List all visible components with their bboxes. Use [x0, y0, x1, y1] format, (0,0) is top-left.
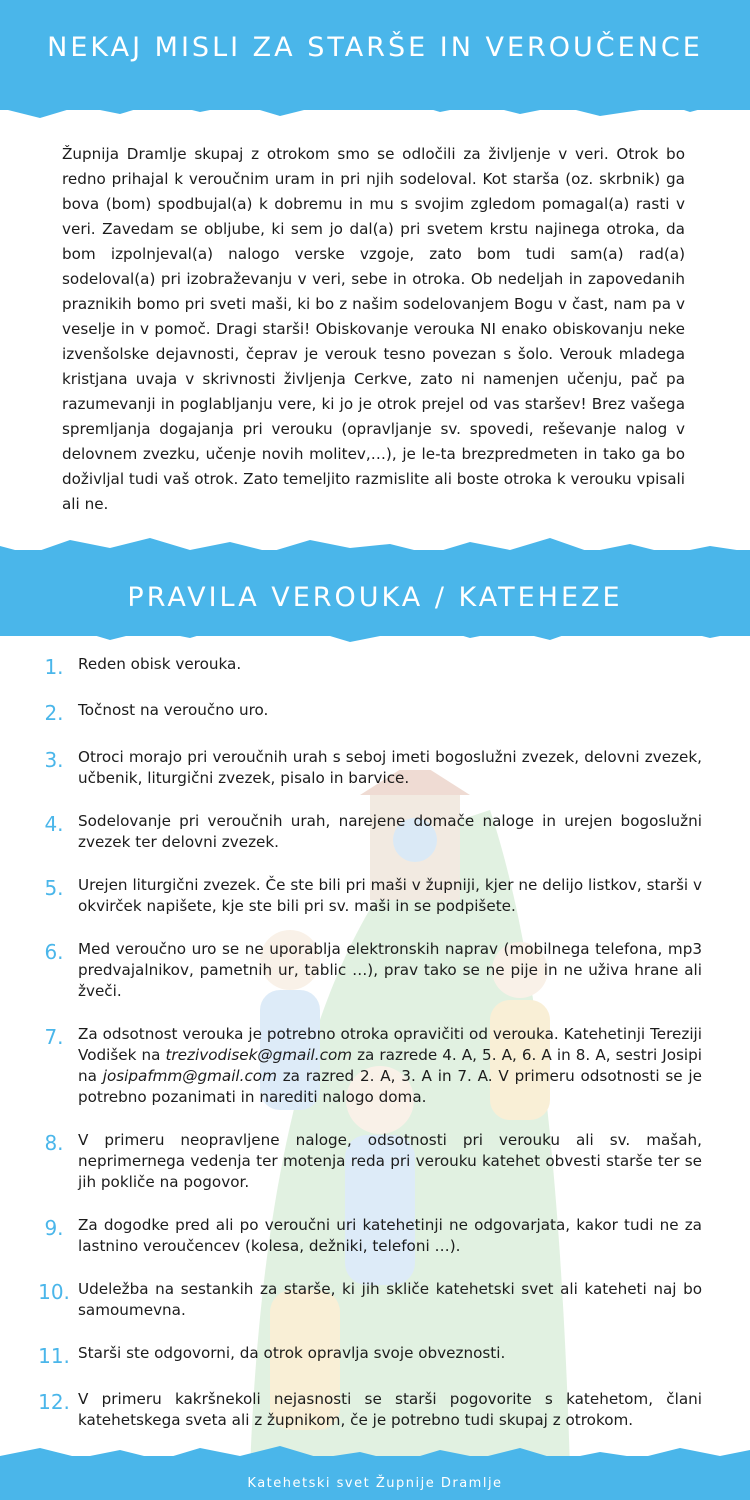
- rule-text: Reden obisk verouka.: [78, 655, 242, 673]
- rules-list: [30, 654, 702, 1431]
- rule-number: 11.: [38, 1344, 70, 1368]
- rule-item: [30, 811, 702, 853]
- rule-item: [30, 1215, 702, 1257]
- rule-number: 4.: [44, 812, 64, 836]
- rule-item: [30, 1389, 702, 1431]
- rule-text: Urejen liturgični zvezek. Če ste bili pri maši v župniji, kjer ne delijo listkov, starši v okvirček napišete, kje ste bili pri sv. maši in se podpišete.: [78, 876, 702, 915]
- rule-text: Za dogodke pred ali po veroučni uri katehetinji ne odgovarjata, kakor tudi ne za lastnino veroučencev (kolesa, dežniki, telefoni …).: [78, 1216, 702, 1255]
- rule-number: 5.: [44, 876, 64, 900]
- rule-item: [30, 875, 702, 917]
- rule-text: V primeru kakršnekoli nejasnosti se starši pogovorite s katehetom, člani katehetskega sveta ali z župnikom, če je potrebno tudi skupaj z otrokom.: [78, 1390, 702, 1429]
- rule-number: 10.: [38, 1280, 70, 1304]
- rule-text: Otroci morajo pri veroučnih urah s seboj imeti bogoslužni zvezek, delovni zvezek, učbenik, liturgični zvezek, pisalo in barvice.: [78, 748, 702, 787]
- footer-banner: [0, 1456, 750, 1500]
- page-title: NEKAJ MISLI ZA STARŠE IN VEROUČENCE: [47, 31, 703, 63]
- rule-text: Med veroučno uro se ne uporablja elektronskih naprav (mobilnega telefona, mp3 predvajalnikov, pametnih ur, tablic …), prav tako se ne pije in ne uživa hrane ali žveči.: [78, 940, 702, 1000]
- rule-item: [30, 747, 702, 789]
- torn-edge-decoration: [0, 534, 750, 564]
- torn-edge-decoration: [0, 620, 750, 648]
- rule-item: [30, 700, 702, 724]
- rule-number: 1.: [44, 655, 64, 679]
- rule-number: 6.: [44, 940, 64, 964]
- rule-number: 9.: [44, 1216, 64, 1240]
- email-link[interactable]: josipafmm@gmail.com: [102, 1067, 277, 1085]
- torn-edge-decoration: [0, 1442, 750, 1468]
- rule-number: 2.: [44, 701, 64, 725]
- rule-item: [30, 1343, 702, 1367]
- rule-item: [30, 1130, 702, 1193]
- rule-number: 12.: [38, 1390, 70, 1414]
- rule-item: [30, 939, 702, 1002]
- rule-number: 7.: [44, 1025, 64, 1049]
- rule-text: Točnost na veroučno uro.: [78, 701, 269, 719]
- rule-item: [30, 1279, 702, 1321]
- rule-number: 3.: [44, 748, 64, 772]
- rule-text-part: za razred 2. A, 3. A in 7. A. V primeru odsotnosti se je potrebno pozanimati in narediti nalogo doma.: [78, 1067, 702, 1106]
- footer-text: Katehetski svet Župnije Dramlje: [247, 1475, 503, 1491]
- rule-text: V primeru neopravljene naloge, odsotnosti pri verouku ali sv. mašah, neprimernega vedenja ter motenja reda pri verouku katehet obvesti starše ter se jih pokliče na pogovor.: [78, 1131, 702, 1191]
- intro-paragraph: Župnija Dramlje skupaj z otrokom smo se odločili za življenje v veri. Otrok bo redno prihajal k veroučnim uram in pri njih sodeloval. Kot starša (oz. skrbnik) ga bova (bom) spodbujal(a) k dobremu in mu s svojim zgledom pomagal(a) rasti v veri. Zavedam se obljube, ki sem jo dal(a) pri svetem krstu najinega otroka, da bom izpolnjeval(a) nalogo verske vzgoje, zato bom tudi sam(a) rad(a) sodeloval(a) pri izobraževanju v veri, sebe in otroka. Ob nedeljah in zapovedanih praznikih bomo pri sveti maši, ki bo z našim sodelovanjem Bogu v čast, nam pa v veselje in v pomoč. Dragi starši! Obiskovanje verouka NI enako obiskovanju neke izvenšolske dejavnosti, čeprav je verouk tesno povezan s šolo. Verouk mladega kristjana uvaja v skrivnosti življenja Cerkve, zato ni namenjen učenju, pač pa razumevanji in poglabljanju vere, ki jo je otrok prejel od vas staršev! Brez vašega spremljanja dogajanja pri verouku (opravljanje sv. spovedi, reševanje nalog v delovnem zvezku, učenje novih molitev,…), je le-ta brezpredmeten in tako ga bo doživljal tudi vaš otrok. Zato temeljito razmislite ali boste otroka k verouku vpisali ali ne.: [62, 145, 685, 513]
- rule-item: [30, 654, 702, 678]
- rules-title: PRAVILA VEROUKA / KATEHEZE: [127, 581, 623, 613]
- rule-text: Udeležba na sestankih za starše, ki jih skliče katehetski svet ali kateheti naj bo samoumevna.: [78, 1280, 702, 1319]
- rule-text-part: za razrede 4. A, 5. A, 6. A in 8. A, sestri Josipi na: [78, 1046, 702, 1085]
- rule-text: [78, 1024, 702, 1108]
- rule-text-part: Za odsotnost verouka je potrebno otroka opravičiti od verouka. Katehetinji Tereziji Vodišek na: [78, 1025, 702, 1064]
- rules-banner: [0, 550, 750, 636]
- rule-item: [30, 1024, 702, 1108]
- rule-text: Starši ste odgovorni, da otrok opravlja svoje obveznosti.: [78, 1344, 506, 1362]
- torn-edge-decoration: [0, 94, 750, 124]
- email-link[interactable]: trezivodisek@gmail.com: [165, 1046, 353, 1064]
- rule-text: Sodelovanje pri veroučnih urah, narejene domače naloge in urejen bogoslužni zvezek ter delovni zvezek.: [78, 812, 702, 851]
- rule-number: 8.: [44, 1131, 64, 1155]
- header-banner: [0, 0, 750, 110]
